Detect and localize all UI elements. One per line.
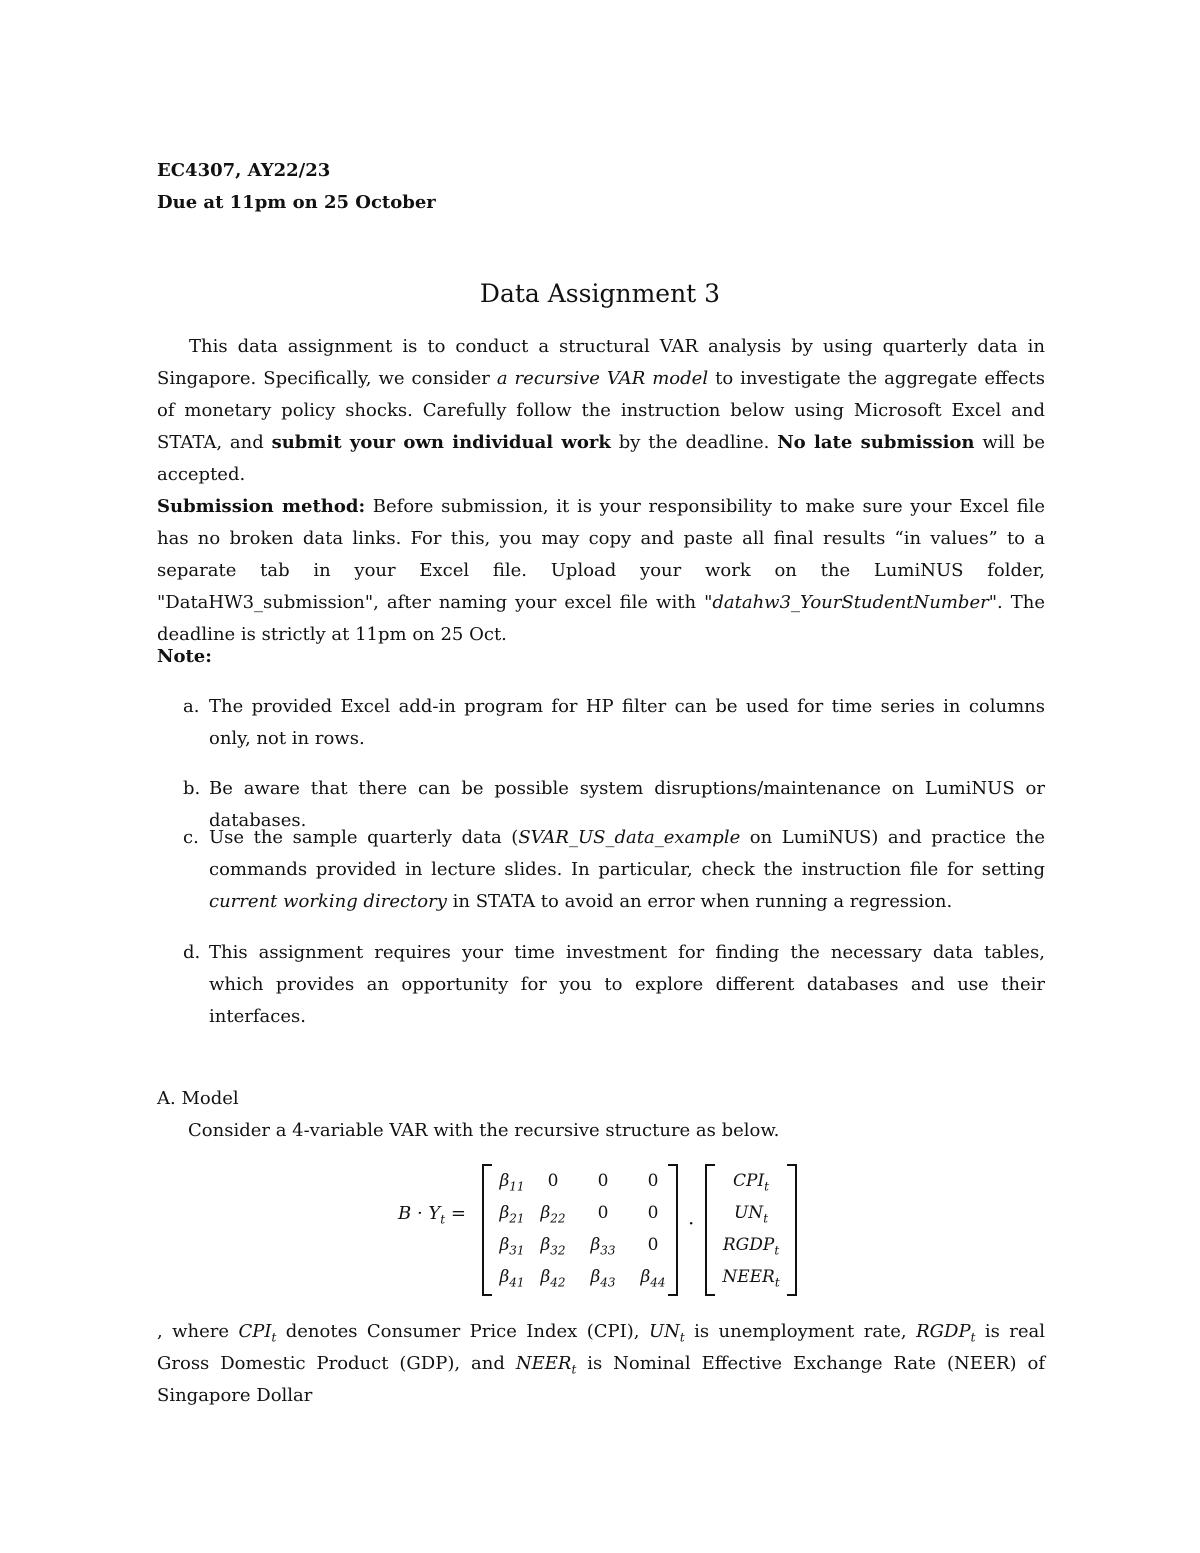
where-text: is unemployment rate, — [684, 1321, 917, 1342]
list-item — [183, 822, 1045, 918]
vector-sub: t — [774, 1243, 780, 1258]
beta-index: 32 — [550, 1243, 566, 1258]
var-sub: t — [970, 1330, 976, 1345]
matrix-cell — [528, 1261, 578, 1293]
multiply-dot: · — [688, 1211, 695, 1235]
list-text — [209, 822, 1045, 918]
beta-index: 44 — [650, 1275, 666, 1290]
var-rgdp — [916, 1321, 976, 1345]
var-sub: t — [271, 1330, 277, 1345]
vector-cell — [709, 1165, 793, 1197]
beta-symbol: β — [590, 1235, 601, 1255]
submission-paragraph — [157, 491, 1045, 651]
list-marker: c. — [183, 827, 199, 848]
equation-lhs-text: B · Y — [398, 1203, 441, 1224]
list-text-part: on LumiNUS) and practice the commands provided in lecture slides. In particular, check the instruction file for setting — [209, 827, 1045, 880]
intro-bold: submit your own individual work — [271, 432, 611, 453]
equation-lhs-sub: t — [440, 1212, 446, 1227]
beta-symbol: β — [499, 1267, 510, 1287]
list-marker: b. — [183, 778, 201, 799]
beta-index: 11 — [509, 1179, 525, 1194]
due-date: Due at 11pm on 25 October — [157, 192, 436, 213]
vector-cell — [709, 1261, 793, 1293]
beta-symbol: β — [590, 1267, 601, 1287]
beta-index: 22 — [550, 1211, 566, 1226]
beta-symbol: β — [540, 1267, 551, 1287]
beta-symbol: β — [640, 1267, 651, 1287]
var-sub: t — [679, 1330, 685, 1345]
matrix-cell: 0 — [597, 1203, 609, 1223]
intro-sentence-1: This data assignment is to conduct a structural VAR analysis by using quarterly data in Singapore. — [157, 336, 1045, 389]
vector-var: RGDP — [722, 1235, 775, 1255]
matrix-cell: 0 — [647, 1235, 659, 1255]
beta-symbol: β — [499, 1171, 510, 1191]
list-item — [183, 937, 1045, 1033]
beta-index: 42 — [550, 1275, 566, 1290]
vector-sub: t — [763, 1211, 769, 1226]
list-marker: a. — [183, 696, 200, 717]
intro-text: Specifically, we consider — [263, 368, 497, 389]
submission-text: ". The deadline is strictly at 11pm on 25 Oct. — [157, 592, 1045, 645]
var-un — [648, 1321, 685, 1345]
matrix-cell: 0 — [647, 1203, 659, 1223]
note-label: Note: — [157, 646, 212, 667]
submission-filename: datahw3_YourStudentNumber — [712, 592, 989, 613]
vector-var: NEER — [722, 1267, 775, 1287]
list-marker: d. — [183, 942, 201, 963]
where-text: denotes Consumer Price Index (CPI), — [276, 1321, 649, 1342]
intro-paragraph — [157, 331, 1045, 491]
vector-sub: t — [764, 1179, 769, 1194]
list-text: Be aware that there can be possible system disruptions/maintenance on LumiNUS or databases. — [209, 778, 1045, 831]
intro-bold: No late submission — [777, 432, 975, 453]
vector-var: CPI — [733, 1171, 765, 1191]
section-intro: Consider a 4-variable VAR with the recursive structure as below. — [188, 1120, 780, 1141]
beta-index: 31 — [509, 1243, 525, 1258]
intro-text: to investigate the aggregate effects of monetary policy shocks. Carefully follow the instruction below using Microsoft Excel and STATA, and — [157, 368, 1046, 453]
var-name: UN — [648, 1321, 680, 1342]
vector-sub: t — [774, 1275, 780, 1290]
where-paragraph — [157, 1316, 1045, 1412]
page-title: Data Assignment 3 — [479, 279, 721, 308]
intro-text: will be accepted. — [157, 432, 1045, 485]
list-item — [183, 691, 1045, 755]
submission-text: Before submission, it is your responsibility to make sure your Excel file has no broken data links. For this, you may copy and paste all final results “in values” to a separate tab in your Excel file. Upload your work on the LumiNUS folder, "DataHW3_submission", after naming your excel file with " — [157, 496, 1045, 613]
vector-cell — [709, 1229, 793, 1261]
var-sub: t — [571, 1362, 577, 1377]
list-text-part: Use the sample quarterly data ( — [209, 827, 519, 848]
var-neer — [515, 1353, 577, 1377]
beta-index: 41 — [509, 1275, 525, 1290]
var-cpi — [238, 1321, 277, 1345]
vector-cell — [709, 1197, 793, 1229]
matrix-cell — [628, 1261, 678, 1293]
beta-symbol: β — [540, 1235, 551, 1255]
equation-lhs — [398, 1198, 466, 1230]
list-emphasis: SVAR_US_data_example — [518, 827, 741, 848]
list-text: This assignment requires your time investment for finding the necessary data tables, which provides an opportunity for you to explore different databases and use their interfaces. — [209, 942, 1045, 1027]
beta-symbol: β — [540, 1203, 551, 1223]
beta-index: 21 — [509, 1211, 525, 1226]
vector-var: UN — [733, 1203, 764, 1223]
where-text: is real Gross Domestic Product (GDP), and — [157, 1321, 1045, 1374]
beta-symbol: β — [499, 1203, 510, 1223]
course-code: EC4307, AY22/23 — [157, 160, 331, 181]
matrix-cell — [578, 1261, 628, 1293]
where-text: is Nominal Effective Exchange Rate (NEER) of Singapore Dollar — [157, 1353, 1046, 1406]
matrix-cell — [528, 1197, 578, 1229]
list-emphasis: current working directory — [209, 891, 447, 912]
matrix-cell — [528, 1229, 578, 1261]
list-text: The provided Excel add-in program for HP filter can be used for time series in columns only, not in rows. — [209, 696, 1045, 749]
equals-sign: = — [445, 1203, 466, 1224]
intro-emphasis: a recursive VAR model — [496, 368, 709, 389]
beta-index: 43 — [600, 1275, 616, 1290]
intro-text: by the deadline. — [610, 432, 778, 453]
where-text: , where — [157, 1321, 239, 1342]
matrix-cell: 0 — [547, 1171, 559, 1191]
var-name: CPI — [238, 1321, 272, 1342]
var-name: RGDP — [916, 1321, 971, 1342]
matrix-cell: 0 — [647, 1171, 659, 1191]
matrix-cell: 0 — [597, 1171, 609, 1191]
beta-symbol: β — [499, 1235, 510, 1255]
section-heading: A. Model — [157, 1088, 239, 1109]
matrix-cell — [578, 1229, 628, 1261]
beta-index: 33 — [600, 1243, 616, 1258]
submission-label: Submission method: — [157, 496, 366, 517]
var-name: NEER — [515, 1353, 572, 1374]
list-text-part: in STATA to avoid an error when running a regression. — [446, 891, 953, 912]
